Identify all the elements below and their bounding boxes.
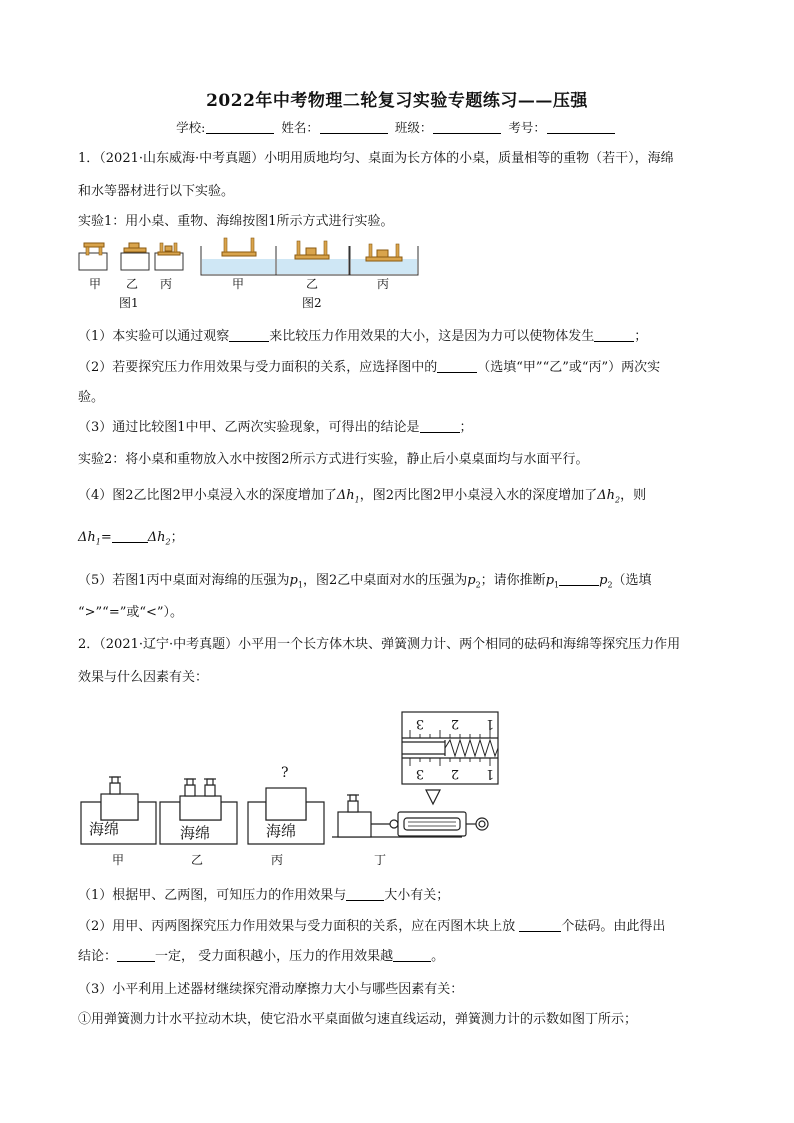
fig1-caption: 图1 bbox=[119, 296, 139, 310]
scale-num-bottom-1: 1 bbox=[485, 766, 495, 781]
p-symbol: p bbox=[545, 573, 555, 588]
q1-p2-text-b: （选填“甲”“乙”或“丙”）两次实 bbox=[477, 360, 661, 375]
q1-stem-line-2: 和水等器材进行以下实验。 bbox=[78, 184, 235, 199]
fig2-caption: 图2 bbox=[302, 296, 322, 310]
q1-p3-text-b: ； bbox=[459, 420, 473, 435]
q1-experiment-1: 实验1：用小桌、重物、海绵按图1所示方式进行实验。 bbox=[78, 214, 394, 229]
q2-p2-blank-1[interactable] bbox=[519, 918, 561, 932]
q1-part-5-cont: “>”“=”或“<”）。 bbox=[78, 605, 184, 620]
q1-part-4-cont: $\Delta h_1= \Delta h_2$； bbox=[78, 530, 184, 547]
sub-2: 2 bbox=[475, 580, 481, 590]
q2-question-mark: ? bbox=[281, 765, 289, 781]
q1-stem-line-1: 1．（2021·山东威海·中考真题）小明用质地均匀、桌面为长方体的小桌，质量相等的重物（若干），海绵 bbox=[78, 151, 674, 166]
q2-part-1 bbox=[78, 884, 718, 903]
school-label: 学校: bbox=[176, 120, 206, 135]
q2-p2-text-e: 。 bbox=[431, 949, 445, 964]
sub-1: 1 bbox=[554, 580, 560, 590]
sub-2: 2 bbox=[615, 495, 621, 505]
fig1-label-yi: 乙 bbox=[126, 277, 139, 291]
q2-p2-blank-3[interactable] bbox=[393, 948, 431, 962]
sub-1: 1 bbox=[95, 537, 101, 547]
q1-p4-text-c: ，则 bbox=[620, 488, 647, 503]
class-label: 班级： bbox=[394, 120, 433, 135]
q2-part-3: （3）小平利用上述器材继续探究滑动摩擦力大小与哪些因素有关： bbox=[78, 982, 464, 997]
q2-p1-blank[interactable] bbox=[346, 887, 384, 901]
q1-p1-text-c: ； bbox=[634, 329, 648, 344]
q2-part-3-step-1: ①用弹簧测力计水平拉动木块，使它沿水平桌面做匀速直线运动，弹簧测力计的示数如图丁所示； bbox=[78, 1012, 638, 1027]
q1-p3-text-a: （3）通过比较图1中甲、乙两次实验现象，可得出的结论是 bbox=[78, 420, 420, 435]
q2-part-2-cont bbox=[78, 945, 718, 964]
scale-num-top-1: 1 bbox=[485, 716, 495, 731]
p-symbol: p bbox=[599, 573, 608, 588]
exam-no-label: 考号： bbox=[508, 120, 546, 135]
q2-fig-ding bbox=[332, 712, 498, 837]
q1-p5-text-a: （5）若图1丙中桌面对海绵的压强为 bbox=[78, 573, 290, 588]
q2-stem-line-1: 2．（2021·辽宁·中考真题）小平用一个长方体木块、弹簧测力计、两个相同的砝码和海绵等探究压力作用 bbox=[78, 637, 681, 652]
q2-p2-blank-2[interactable] bbox=[117, 948, 155, 962]
fig2-label-jia: 甲 bbox=[232, 277, 245, 291]
sub-1: 1 bbox=[297, 580, 303, 590]
q1-part-2-cont: 验。 bbox=[78, 390, 105, 405]
q1-experiment-2: 实验2：将小桌和重物放入水中按图2所示方式进行实验，静止后小桌桌面均与水面平行。 bbox=[78, 452, 589, 467]
q1-p1-text-b: 来比较压力作用效果的大小，这是因为力可以使物体发生 bbox=[269, 329, 595, 344]
sub-2: 2 bbox=[607, 580, 613, 590]
q2-fig-label-yi: 乙 bbox=[191, 853, 204, 867]
q2-stem-line-2: 效果与什么因素有关： bbox=[78, 670, 209, 685]
q1-p4-text-d: ； bbox=[170, 530, 184, 545]
q2-p1-text-b: 大小有关； bbox=[384, 888, 450, 903]
fig2-label-yi: 乙 bbox=[306, 277, 319, 291]
q2-p2-text-b: 个砝码。由此得出 bbox=[561, 919, 666, 934]
q2-p1-text-a: （1）根据甲、乙两图，可知压力的作用效果与 bbox=[78, 888, 347, 903]
q2-part-2 bbox=[78, 915, 718, 934]
q1-p5-text-d: （选填 bbox=[612, 573, 652, 588]
sub-2: 2 bbox=[165, 537, 171, 547]
sub-1: 1 bbox=[354, 495, 360, 505]
q1-p5-text-c: ；请你推断 bbox=[480, 573, 546, 588]
q1-p5-text-b: ，图2乙中桌面对水的压强为 bbox=[302, 573, 468, 588]
scale-num-top-3: 3 bbox=[415, 716, 425, 731]
scale-num-bottom-2: 2 bbox=[450, 766, 460, 781]
sponge-label-jia: 海绵 bbox=[89, 820, 120, 838]
sponge-label-bing: 海绵 bbox=[266, 822, 297, 840]
q1-p2-text-a: （2）若要探究压力作用效果与受力面积的关系，应选择图中的 bbox=[78, 360, 438, 375]
q2-fig-label-ding: 丁 bbox=[374, 853, 387, 867]
delta-h-symbol: Δh bbox=[78, 530, 96, 545]
q2-fig-label-bing: 丙 bbox=[271, 853, 284, 867]
fig1-label-bing: 丙 bbox=[160, 277, 173, 291]
q2-p2-text-c: 结论： bbox=[78, 949, 118, 964]
sponge-label-yi: 海绵 bbox=[180, 824, 211, 842]
delta-h-symbol: Δh bbox=[597, 488, 615, 503]
fig2-label-bing: 丙 bbox=[377, 277, 390, 291]
scale-num-bottom-3: 3 bbox=[415, 766, 425, 781]
fig1-label-jia: 甲 bbox=[89, 277, 102, 291]
page-title: 2022年中考物理二轮复习实验专题练习——压强 bbox=[206, 91, 588, 111]
p-symbol: p bbox=[289, 573, 298, 588]
q1-p1-text-a: （1）本实验可以通过观察 bbox=[78, 329, 230, 344]
delta-h-symbol: Δh bbox=[147, 530, 166, 545]
delta-h-symbol: Δh bbox=[336, 488, 355, 503]
q1-p4-text-a: （4）图2乙比图2甲小桌浸入水的深度增加了 bbox=[78, 488, 337, 503]
q2-fig-label-jia: 甲 bbox=[112, 853, 125, 867]
q1-p4-text-b: ，图2丙比图2甲小桌浸入水的深度增加了 bbox=[359, 488, 598, 503]
scale-num-top-2: 2 bbox=[450, 716, 460, 731]
p-symbol: p bbox=[467, 573, 476, 588]
q2-p2-text-a: （2）用甲、丙两图探究压力作用效果与受力面积的关系，应在丙图木块上放 bbox=[78, 919, 516, 934]
q2-p2-text-d: 一定， 受力面积越小，压力的作用效果越 bbox=[155, 949, 394, 964]
name-label: 姓名： bbox=[281, 120, 319, 135]
